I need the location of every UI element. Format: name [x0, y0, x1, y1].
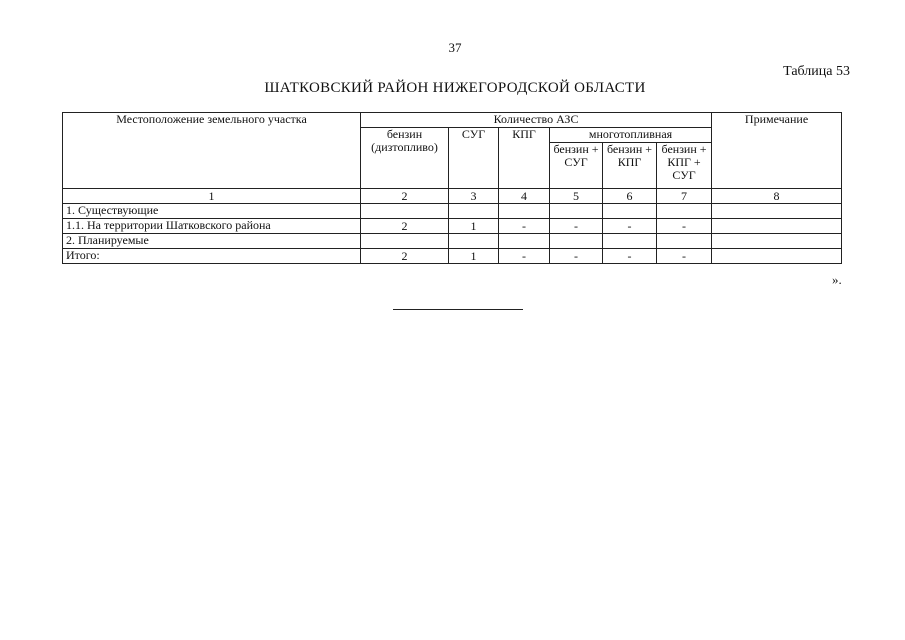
table-cell: [361, 204, 449, 219]
table-row-total: [63, 249, 842, 264]
row-label: 1.1. На территории Шатковского района: [63, 219, 361, 234]
table-cell: -: [550, 249, 603, 264]
row-label: 2. Планируемые: [63, 234, 361, 249]
header-benzin-kpg-sug: бензин + КПГ + СУГ: [657, 143, 712, 189]
header-kpg: КПГ: [499, 128, 550, 189]
table-cell: -: [603, 249, 657, 264]
column-number: 3: [449, 189, 499, 204]
table-cell: [657, 234, 712, 249]
header-benzin: бензин (дизтопливо): [361, 128, 449, 189]
table-cell: 2: [361, 249, 449, 264]
table-cell: 2: [361, 219, 449, 234]
table-cell: -: [603, 219, 657, 234]
table-cell: [712, 234, 842, 249]
table-cell: -: [657, 219, 712, 234]
table-label: Таблица 53: [783, 64, 850, 79]
column-number: 6: [603, 189, 657, 204]
header-note: Примечание: [712, 113, 842, 189]
table-cell: [712, 219, 842, 234]
table-cell: -: [657, 249, 712, 264]
table-cell: [603, 204, 657, 219]
azs-table: [62, 112, 842, 264]
column-number: 1: [63, 189, 361, 204]
header-sug: СУГ: [449, 128, 499, 189]
column-number: 5: [550, 189, 603, 204]
table-cell: [550, 204, 603, 219]
column-number: 8: [712, 189, 842, 204]
header-azs-count: Количество АЗС: [361, 113, 712, 128]
table-cell: [499, 234, 550, 249]
header-multi: многотопливная: [550, 128, 712, 143]
table-row: [63, 204, 842, 219]
column-number: 2: [361, 189, 449, 204]
header-benzin-sug: бензин + СУГ: [550, 143, 603, 189]
table-cell: [449, 234, 499, 249]
table-cell: [449, 204, 499, 219]
page-number: 37: [448, 40, 462, 55]
table-cell: [712, 249, 842, 264]
table-cell: [657, 204, 712, 219]
table-cell: -: [550, 219, 603, 234]
table-cell: [712, 204, 842, 219]
table-cell: -: [499, 219, 550, 234]
table-row: [63, 219, 842, 234]
table-cell: [361, 234, 449, 249]
table-row: [63, 234, 842, 249]
table-cell: 1: [449, 249, 499, 264]
table-cell: [499, 204, 550, 219]
table-cell: -: [499, 249, 550, 264]
row-label: 1. Существующие: [63, 204, 361, 219]
table-cell: 1: [449, 219, 499, 234]
header-location: Местоположение земельного участка: [63, 113, 361, 189]
header-benzin-kpg: бензин + КПГ: [603, 143, 657, 189]
table-cell: [603, 234, 657, 249]
table-cell: [550, 234, 603, 249]
document-title: ШАТКОВСКИЙ РАЙОН НИЖЕГОРОДСКОЙ ОБЛАСТИ: [264, 80, 646, 96]
row-label: Итого:: [63, 249, 361, 264]
column-number: 7: [657, 189, 712, 204]
separator-line: [393, 309, 523, 310]
closing-quote-mark: ».: [832, 272, 842, 287]
column-number: 4: [499, 189, 550, 204]
